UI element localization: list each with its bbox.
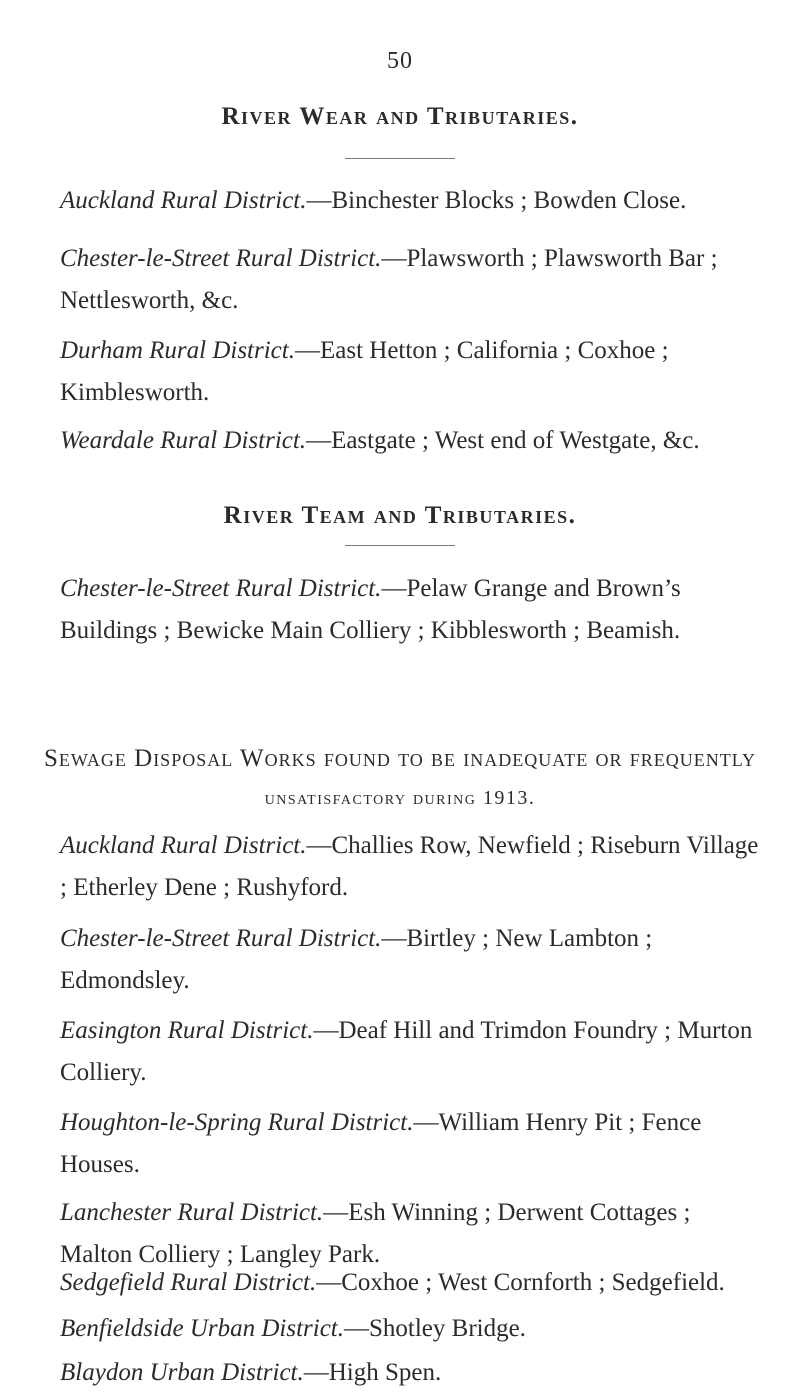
place-list: —Birtley ; New Lambton ; Edmondsley.	[60, 925, 653, 994]
entry	[60, 1010, 760, 1094]
place-list: —East Hetton ; California ; Coxhoe ; Kimblesworth.	[60, 337, 669, 406]
section-heading-river-team: River Team and Tributaries.	[223, 502, 577, 529]
section-heading-line: unsatisfactory during 1913.	[264, 787, 536, 809]
place-list: —William Henry Pit ; Fence Houses.	[60, 1109, 702, 1178]
district-name: Benfieldside Urban District.	[60, 1315, 344, 1342]
entry	[60, 1102, 760, 1186]
section-heading-line: Sewage Disposal Works found to be inadequate or frequently	[44, 745, 756, 772]
district-name: Auckland Rural District.	[60, 187, 307, 214]
place-list: —Challies Row, Newfield ; Riseburn Village ; Etherley Dene ; Rushyford.	[60, 832, 759, 901]
district-name: Weardale Rural District.	[60, 427, 307, 454]
place-list: —High Spen.	[303, 1359, 442, 1386]
section-heading-sewage-disposal	[0, 738, 800, 816]
place-list: —Deaf Hill and Trimdon Foundry ; Murton Colliery.	[60, 1017, 753, 1086]
district-name: Easington Rural District.	[60, 1017, 314, 1044]
place-list: —Esh Winning ; Derwent Cottages ; Malton Colliery ; Langley Park.	[60, 1199, 691, 1268]
entry	[60, 330, 760, 414]
district-name: Chester-le-Street Rural District.	[60, 245, 382, 272]
district-name: Blaydon Urban District.	[60, 1359, 304, 1386]
place-list: —Eastgate ; West end of Westgate, &c.	[306, 427, 700, 454]
section-heading-river-wear: River Wear and Tributaries.	[221, 103, 579, 130]
district-name: Houghton-le-Spring Rural District.	[60, 1109, 414, 1136]
entry	[60, 1352, 760, 1394]
district-name: Lanchester Rural District.	[60, 1199, 324, 1226]
entry	[60, 1308, 760, 1350]
section-divider	[345, 545, 455, 546]
entry	[60, 568, 760, 652]
place-list: —Binchester Blocks ; Bowden Close.	[306, 187, 687, 214]
place-list: —Pelaw Grange and Brown’s Buildings ; Bewicke Main Colliery ; Kibblesworth ; Beamish.	[60, 575, 681, 644]
entry	[60, 825, 760, 909]
place-list: —Plawsworth ; Plawsworth Bar ; Nettlesworth, &c.	[60, 245, 718, 314]
entry	[60, 918, 760, 1002]
page-number: 50	[387, 48, 413, 74]
place-list: —Shotley Bridge.	[344, 1315, 526, 1342]
district-name: Chester-le-Street Rural District.	[60, 925, 382, 952]
entry	[60, 180, 760, 222]
entry	[60, 1262, 760, 1304]
district-name: Durham Rural District.	[60, 337, 295, 364]
entry	[60, 238, 760, 322]
district-name: Sedgefield Rural District.	[60, 1269, 317, 1296]
section-divider	[345, 158, 455, 159]
entry	[60, 420, 760, 462]
district-name: Chester-le-Street Rural District.	[60, 575, 382, 602]
district-name: Auckland Rural District.	[60, 832, 307, 859]
place-list: —Coxhoe ; West Cornforth ; Sedgefield.	[316, 1269, 725, 1296]
